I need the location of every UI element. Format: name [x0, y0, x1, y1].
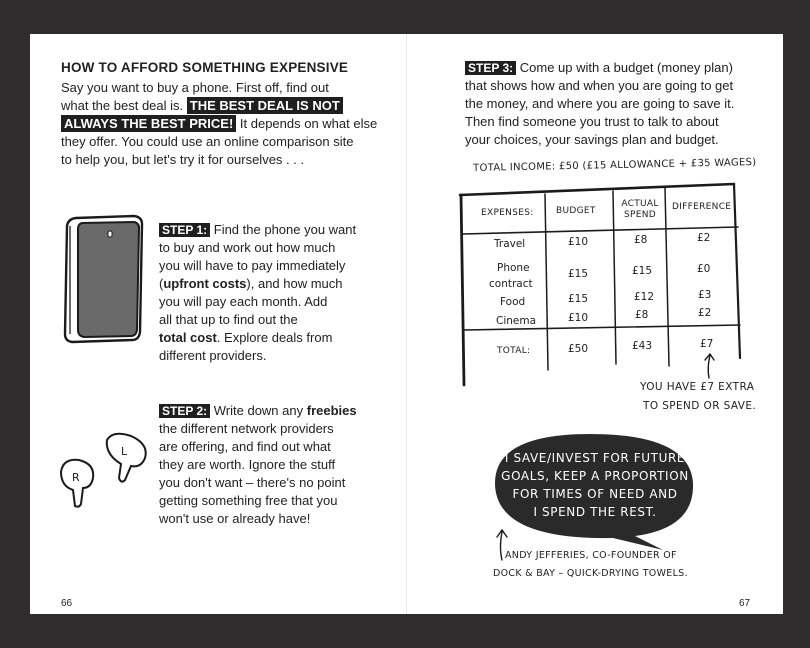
table-row-expense: Travel [494, 238, 526, 250]
table-row-difference: £3 [698, 289, 712, 301]
page-fold [406, 34, 407, 614]
table-row-budget: £15 [568, 293, 589, 305]
highlight-best-price: ALWAYS THE BEST PRICE! [61, 115, 236, 132]
attribution-line-2: DOCK & BAY – QUICK-DRYING TOWELS. [493, 568, 688, 579]
attribution-line-1: ANDY JEFFERIES, CO-FOUNDER OF [505, 550, 677, 561]
page-number-left: 66 [61, 598, 73, 609]
table-row-budget: £15 [568, 268, 589, 280]
total-label: TOTAL: [497, 346, 531, 356]
header-difference: DIFFERENCE [672, 202, 732, 212]
step-1-text: STEP 1: Find the phone you want to buy and work out how much you will have to pay immediately (upfront costs), and how much you will pay each month. Add all that up to find out the total cost. Explore deals from different providers. [159, 222, 357, 363]
table-row-actual: £12 [634, 291, 655, 303]
header-spend: SPEND [624, 210, 656, 220]
earbud-l-label: L [121, 445, 128, 458]
table-row-expense: Cinema [496, 315, 537, 327]
table-row-expense-2: contract [489, 278, 533, 290]
table-row-difference: £2 [698, 307, 712, 319]
page-number-right: 67 [739, 598, 751, 609]
quote-text: I SAVE/INVEST FOR FUTURE GOALS, KEEP A PROPORTION FOR TIMES OF NEED AND I SPEND THE REST. [501, 451, 689, 519]
earbud-r-label: R [72, 471, 80, 484]
step-2-text: STEP 2: Write down any freebies the different network providers are offering, and find out what they are worth. Ignore the stuff you don't want – there's no point getting something free that you won't use or already have! [159, 403, 357, 526]
income-title: TOTAL INCOME: £50 (£15 ALLOWANCE + £35 WAGES) [473, 157, 757, 174]
step-2-label: STEP 2: [159, 404, 210, 418]
arrow-up-icon [700, 352, 720, 380]
step-3-text: STEP 3: Come up with a budget (money plan) that shows how and when you are going to get the money, and where you are going to save it. Then find someone you trust to talk to about your choices, your savings plan and budget. [465, 60, 735, 147]
header-expenses: EXPENSES: [481, 208, 534, 218]
table-row-actual: £15 [632, 265, 653, 277]
earbuds-illustration [55, 428, 155, 508]
intro-paragraph: Say you want to buy a phone. First off, find out what the best deal is. THE BEST DEAL IS NOT ALWAYS THE BEST PRICE! It depends on what else they offer. You could use an online comparison site to help you, but let's try it for ourselves . . . [61, 80, 378, 167]
total-budget: £50 [568, 343, 589, 355]
phone-illustration [62, 214, 146, 346]
section-heading: HOW TO AFFORD SOMETHING EXPENSIVE [61, 60, 349, 75]
extra-note-line-1: YOU HAVE £7 EXTRA [640, 381, 755, 393]
table-row-actual: £8 [634, 234, 648, 246]
table-row-difference: £2 [697, 232, 711, 244]
table-row-expense: Food [500, 296, 526, 308]
total-actual: £43 [632, 340, 653, 352]
table-row-budget: £10 [568, 312, 589, 324]
step-1-label: STEP 1: [159, 223, 210, 237]
table-row-difference: £0 [697, 263, 711, 275]
table-row-actual: £8 [635, 309, 649, 321]
step-3-label: STEP 3: [465, 61, 516, 75]
header-budget: BUDGET [556, 206, 596, 216]
table-row-budget: £10 [568, 236, 589, 248]
header-actual: ACTUAL [621, 199, 659, 209]
extra-note-line-2: TO SPEND OR SAVE. [643, 400, 757, 412]
highlight-best-deal: THE BEST DEAL IS NOT [187, 97, 343, 114]
table-row-expense: Phone [497, 262, 530, 274]
total-difference: £7 [700, 338, 714, 350]
